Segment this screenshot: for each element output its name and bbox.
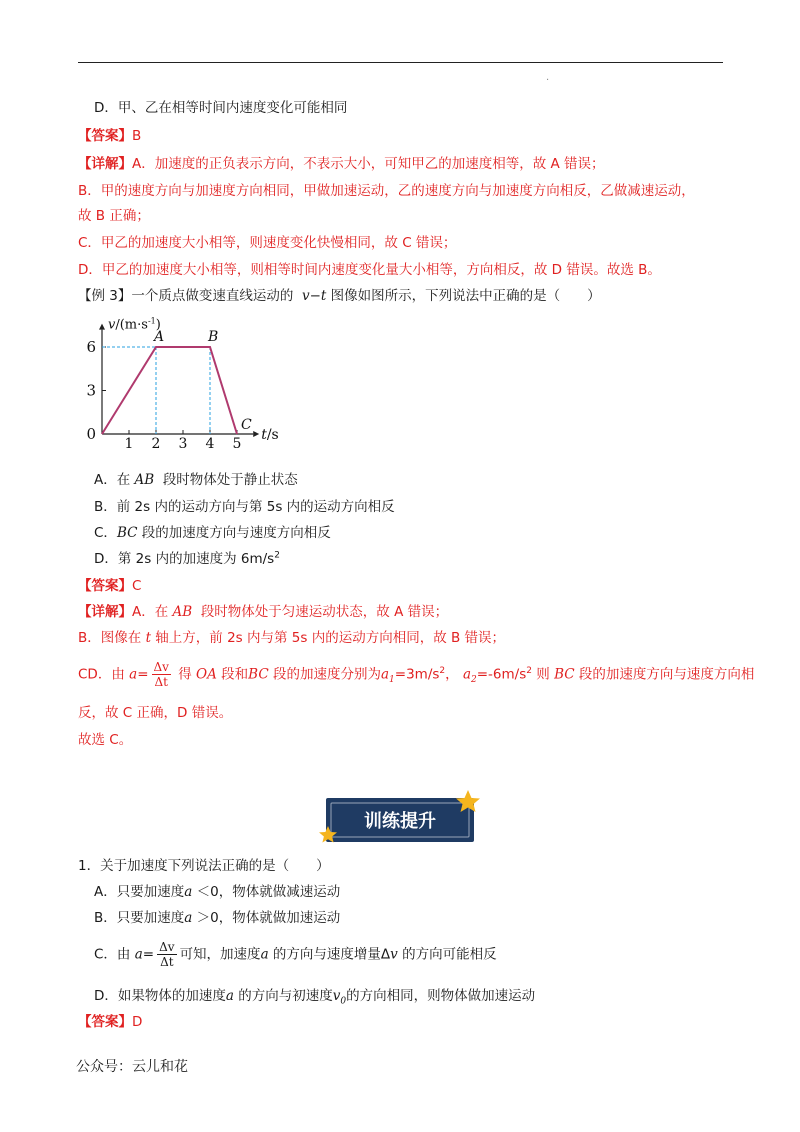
- detail-cd-a2-val: =-6m/s: [476, 666, 527, 683]
- option-a-post: ＜0，物体就做减速运动: [196, 884, 341, 900]
- q2-option-d: D．甲、乙在相等时间内速度变化可能相同: [94, 100, 348, 116]
- q2-detail-b1: B．甲的速度方向与加速度方向相同，甲做加速运动，乙的速度方向与加速度方向相反，乙做减速运动，: [78, 183, 695, 199]
- ex3-option-a: [94, 470, 298, 490]
- header-mark: .: [546, 72, 550, 83]
- q2-answer: [78, 126, 141, 146]
- formula-den: Δt: [160, 955, 174, 969]
- detail-cd-oa: OA: [196, 666, 217, 683]
- option-c-post3: 的方向可能相反: [402, 946, 497, 963]
- ex3-detail-a: [78, 602, 448, 622]
- detail-b-var: t: [145, 630, 151, 646]
- section-badge: [318, 790, 483, 852]
- option-b-post: ＞0，物体就做加速运动: [196, 910, 341, 926]
- y-axis-label: $v/(m\cdot s^{-1})$: [108, 316, 161, 333]
- detail-cd-a2-sup: 2: [526, 666, 532, 676]
- ex3-stem: [78, 286, 601, 306]
- detail-tag: 【详解】: [78, 156, 132, 172]
- ex3-option-d: [94, 549, 280, 569]
- q1-answer: [78, 1012, 142, 1032]
- detail-cd-a1: a: [380, 666, 390, 683]
- q1-option-c: [94, 940, 497, 969]
- point-label: B: [208, 329, 219, 345]
- answer-tag: 【答案】: [78, 128, 132, 144]
- ex3-option-c: [94, 523, 331, 543]
- detail-cd-a2: a: [462, 666, 472, 683]
- vt-series-line: [102, 347, 237, 434]
- x-tick-label: 3: [178, 436, 188, 448]
- ex3-detail-cd-line2: 反，故 C 正确，D 错误。: [78, 705, 233, 721]
- detail-cd-mid4: 则: [536, 666, 550, 683]
- y-axis-arrow: [99, 324, 105, 330]
- x-axis-arrow: [253, 431, 259, 437]
- y-tick-label: 6: [86, 338, 96, 356]
- option-d-sup: 2: [274, 550, 280, 561]
- detail-cd-a1-val: =3m/s: [394, 666, 440, 683]
- q1-stem: 1．关于加速度下列说法正确的是（ ）: [78, 858, 330, 874]
- point-label: A: [154, 329, 165, 345]
- vt-chart: [80, 308, 300, 448]
- option-a-var: AB: [134, 472, 155, 488]
- y-tick-label: 3: [86, 381, 96, 400]
- answer-value: D: [132, 1014, 143, 1030]
- ex3-detail-b: [78, 628, 505, 648]
- ex3-stem-post: 图像如图所示，下列说法中正确的是（ ）: [330, 288, 601, 304]
- option-c-post1: 可知，加速度: [179, 946, 261, 963]
- detail-tag: 【详解】: [78, 604, 132, 620]
- option-d-sub: 0: [340, 996, 347, 1007]
- formula-a: a: [134, 946, 143, 963]
- answer-tag: 【答案】: [78, 578, 132, 594]
- option-c-post2: 的方向与速度增量Δ: [272, 946, 391, 963]
- detail-cd-pre: CD．由: [78, 666, 125, 683]
- option-c-var: a: [260, 946, 269, 963]
- detail-text: A．加速度的正负表示方向，不表示大小，可知甲乙的加速度相等，故 A 错误；: [132, 156, 605, 172]
- detail-cd-a1-sup: 2: [439, 666, 446, 676]
- detail-cd-bc: BC: [248, 666, 269, 683]
- option-c-post: 段的加速度方向与速度方向相反: [141, 525, 331, 541]
- formula-eq: =: [142, 946, 155, 963]
- detail-cd-mid2: 段和: [221, 666, 249, 683]
- option-a-pre: A．只要加速度: [94, 884, 185, 900]
- option-d-var2: v: [332, 988, 341, 1004]
- detail-cd-a2-sub: 2: [471, 675, 477, 686]
- option-c-var2: v: [390, 946, 398, 963]
- detail-cd-mid3: 段的加速度分别为: [272, 666, 381, 683]
- ex3-stem-vt: v−t: [301, 288, 327, 304]
- formula-eq: =: [137, 666, 149, 683]
- detail-cd-mid1: 得: [178, 666, 192, 683]
- option-d-var: a: [225, 988, 234, 1004]
- detail-a-post: 段时物体处于匀速运动状态，故 A 错误；: [200, 604, 449, 620]
- header-rule: [78, 62, 723, 63]
- q2-detail-c: C．甲乙的加速度大小相等，则速度变化快慢相同，故 C 错误；: [78, 235, 457, 251]
- ex3-detail-cd: [78, 660, 754, 689]
- answer-value: C: [132, 578, 142, 594]
- detail-cd-bc2: BC: [554, 666, 575, 683]
- option-a-pre: A．在: [94, 472, 131, 488]
- formula-fraction: [152, 660, 171, 689]
- point-label: C: [241, 417, 252, 433]
- detail-b-post: 轴上方，前 2s 内与第 5s 内的运动方向相同，故 B 错误；: [155, 630, 506, 646]
- x-tick-label: 2: [151, 436, 161, 448]
- option-d-pre: D．如果物体的加速度: [94, 988, 226, 1004]
- ex3-stem-pre: 【例 3】一个质点做变速直线运动的: [78, 288, 294, 304]
- detail-cd-sep: ，: [445, 666, 459, 683]
- ex3-answer: [78, 576, 141, 596]
- formula-a: a: [129, 666, 138, 683]
- footer-account: 公众号：云儿和花: [76, 1059, 188, 1075]
- option-b-pre: B．只要加速度: [94, 910, 185, 926]
- formula-num: Δv: [153, 660, 169, 674]
- option-d-mid: 的方向与初速度: [238, 988, 333, 1004]
- x-tick-label: 5: [232, 436, 242, 448]
- q1-option-a: [94, 882, 340, 902]
- detail-a-var: AB: [172, 604, 193, 620]
- x-tick-label: 4: [205, 436, 215, 448]
- option-b-var: a: [184, 910, 193, 926]
- q2-detail-b2: 故 B 正确；: [78, 208, 150, 224]
- q2-detail-a: [78, 154, 605, 174]
- detail-cd-post: 段的加速度方向与速度方向相: [578, 666, 755, 683]
- x-axis-label: t/s: [261, 427, 279, 443]
- formula-fraction: [157, 940, 176, 969]
- option-a-var: a: [184, 884, 193, 900]
- ex3-option-b: B．前 2s 内的运动方向与第 5s 内的运动方向相反: [94, 499, 395, 515]
- origin-label: 0: [86, 425, 96, 443]
- option-a-post: 段时物体处于静止状态: [162, 472, 298, 488]
- x-tick-label: 1: [124, 436, 134, 448]
- q2-detail-d: D．甲乙的加速度大小相等，则相等时间内速度变化量大小相等，方向相反，故 D 错误。故选 B。: [78, 262, 661, 278]
- detail-a-pre: A．在: [132, 604, 169, 620]
- answer-tag: 【答案】: [78, 1014, 132, 1030]
- formula-den: Δt: [154, 675, 168, 689]
- q1-option-d: [94, 986, 535, 1006]
- formula-num: Δv: [159, 940, 175, 954]
- option-c-var: BC: [116, 525, 138, 541]
- q1-option-b: [94, 908, 340, 928]
- option-c-pre: C．: [94, 525, 117, 541]
- option-d-pre: D．第 2s 内的加速度为 6m/s: [94, 551, 275, 567]
- option-c-pre: C．由: [94, 946, 131, 963]
- detail-b-pre: B．图像在: [78, 630, 142, 646]
- detail-cd-a1-sub: 1: [389, 675, 395, 686]
- answer-value: B: [132, 128, 142, 144]
- badge-title: 训练提升: [364, 811, 436, 832]
- option-d-post: 的方向相同，则物体做加速运动: [346, 988, 536, 1004]
- ex3-conclusion: 故选 C。: [78, 732, 133, 748]
